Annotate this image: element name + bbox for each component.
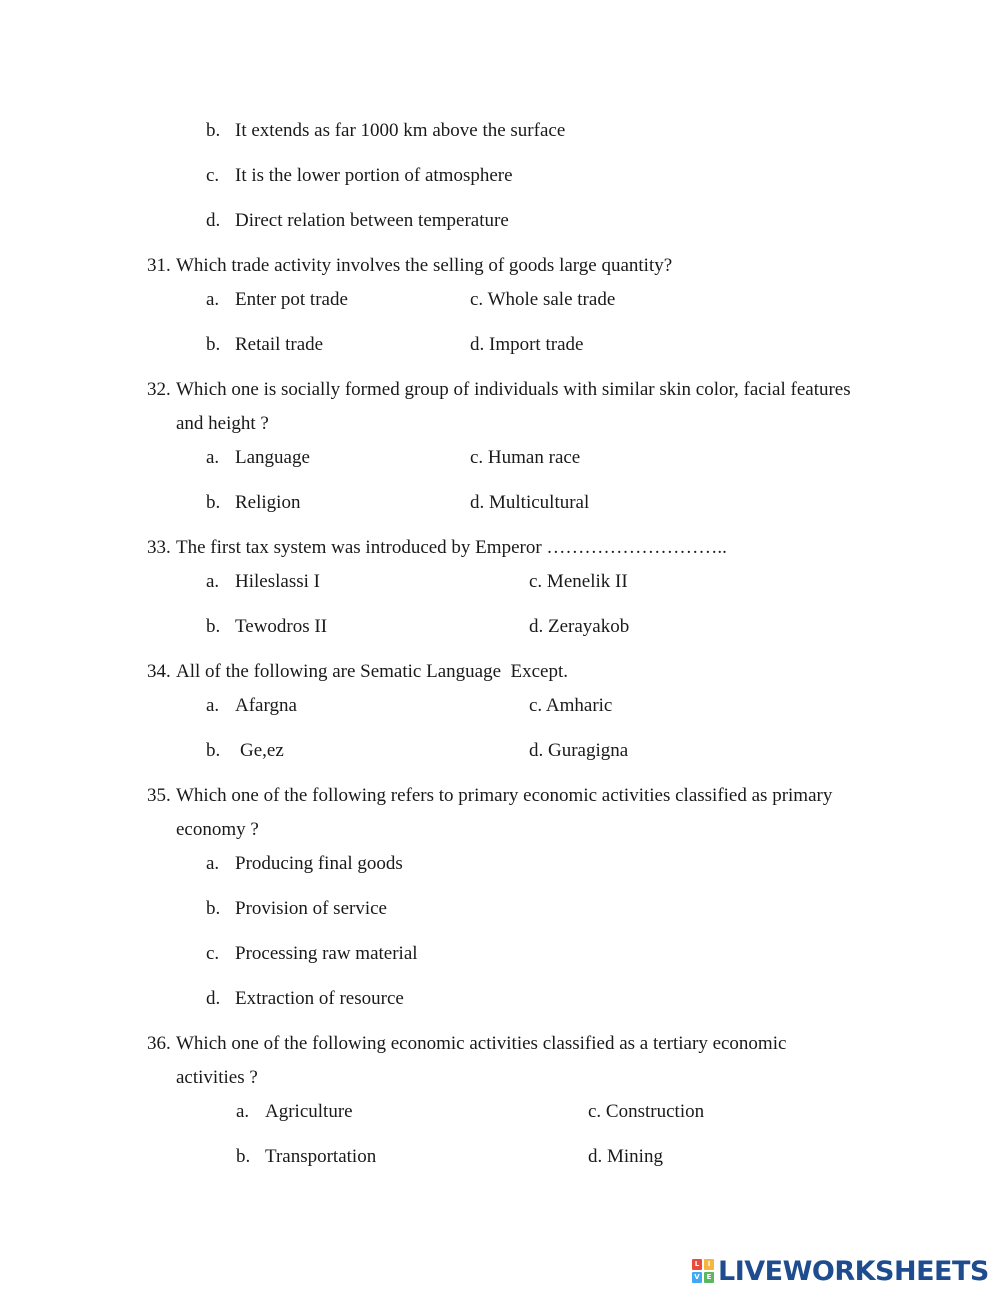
question-text: Which one of the following economic activities classified as a tertiary economic <box>176 1033 787 1054</box>
question-text: Which trade activity involves the selling of goods large quantity? <box>176 255 673 276</box>
option-text[interactable]: d. Multicultural <box>470 492 590 513</box>
option-text[interactable]: d. Guragigna <box>529 740 629 761</box>
option-text[interactable]: c. Menelik II <box>529 571 628 592</box>
question-number: 33. <box>147 537 171 558</box>
option-letter: a. <box>206 447 220 468</box>
logo-mark-tile: L <box>692 1259 702 1270</box>
option-text[interactable]: d. Zerayakob <box>529 616 630 637</box>
question-text: All of the following are Sematic Language Except. <box>176 661 569 682</box>
question-number: 36. <box>147 1033 171 1054</box>
option-text[interactable]: Hileslassi I <box>235 571 320 592</box>
option-text[interactable]: c. Construction <box>588 1101 705 1122</box>
option-text[interactable]: Extraction of resource <box>235 988 404 1009</box>
option-letter: b. <box>236 1146 251 1167</box>
logo-mark-tile: I <box>704 1259 714 1270</box>
option-letter: b. <box>206 740 221 761</box>
question-text-continued: and height ? <box>176 413 269 434</box>
option-text[interactable]: c. Whole sale trade <box>470 289 616 310</box>
option-text[interactable]: It is the lower portion of atmosphere <box>235 165 513 186</box>
logo-mark-tile: V <box>692 1272 702 1283</box>
option-letter: d. <box>206 988 221 1009</box>
option-letter: b. <box>206 898 221 919</box>
option-text[interactable]: Direct relation between temperature <box>235 210 509 231</box>
option-letter: b. <box>206 120 221 141</box>
option-letter: a. <box>206 853 220 874</box>
option-text[interactable]: Transportation <box>265 1146 377 1167</box>
question-text: The first tax system was introduced by Emperor ……………………….. <box>176 537 727 558</box>
question-text-continued: economy ? <box>176 819 259 840</box>
option-text[interactable]: Ge,ez <box>240 740 284 761</box>
option-letter: c. <box>206 943 220 964</box>
question-text: Which one is socially formed group of individuals with similar skin color, facial features <box>176 379 851 400</box>
question-number: 35. <box>147 785 171 806</box>
option-letter: c. <box>206 165 220 186</box>
option-text[interactable]: Provision of service <box>235 898 387 919</box>
option-text[interactable]: Producing final goods <box>235 853 403 874</box>
option-text[interactable]: Processing raw material <box>235 943 418 964</box>
option-letter: d. <box>206 210 221 231</box>
question-number: 31. <box>147 255 171 276</box>
option-letter: a. <box>236 1101 250 1122</box>
logo-text: LIVEWORKSHEETS <box>718 1255 989 1287</box>
option-text[interactable]: d. Import trade <box>470 334 584 355</box>
logo-mark-icon <box>692 1259 714 1283</box>
option-text[interactable]: Language <box>235 447 310 468</box>
option-text[interactable]: Tewodros II <box>235 616 328 637</box>
question-text-continued: activities ? <box>176 1067 258 1088</box>
option-text[interactable]: Retail trade <box>235 334 324 355</box>
option-text[interactable]: Enter pot trade <box>235 289 348 310</box>
option-text[interactable]: c. Human race <box>470 447 581 468</box>
question-number: 32. <box>147 379 171 400</box>
option-letter: a. <box>206 695 220 716</box>
question-number: 34. <box>147 661 171 682</box>
option-text[interactable]: d. Mining <box>588 1146 663 1167</box>
question-text: Which one of the following refers to primary economic activities classified as primary <box>176 785 833 806</box>
option-text[interactable]: Agriculture <box>265 1101 353 1122</box>
logo-mark-tile: E <box>704 1272 714 1283</box>
option-text[interactable]: Afargna <box>235 695 297 716</box>
option-letter: b. <box>206 616 221 637</box>
option-text[interactable]: c. Amharic <box>529 695 613 716</box>
option-letter: b. <box>206 492 221 513</box>
option-letter: a. <box>206 571 220 592</box>
liveworksheets-logo <box>692 1256 988 1286</box>
option-letter: a. <box>206 289 220 310</box>
option-letter: b. <box>206 334 221 355</box>
option-text[interactable]: It extends as far 1000 km above the surface <box>235 120 566 141</box>
option-text[interactable]: Religion <box>235 492 301 513</box>
